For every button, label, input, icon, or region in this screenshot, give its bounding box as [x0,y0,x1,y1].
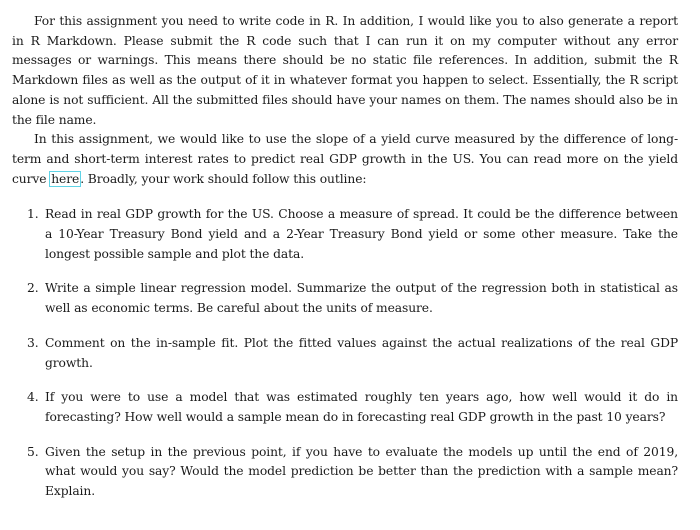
outline-item-text: If you were to use a model that was estimated roughly ten years ago, how well would it do in forecasting? How well would a sample mean do in forecasting real GDP growth in the past 10 years? [45,390,678,424]
context-paragraph-text: In this assignment, we would like to use the slope of a yield curve measured by the difference of long-term and short-term interest rates to predict real GDP growth in the US. You can read more on the yield curve [12,132,678,186]
intro-paragraph-text: For this assignment you need to write code in R. In addition, I would like you to also generate a report in R Markdown. Please submit the R code such that I can run it on my computer without any error messages or warnings. This means there should be no static file references. In addition, submit the R Markdown files as well as the output of it in whatever format you happen to select. Essentially, the R script alone is not sufficient. All the submitted files should have your names on them. The names should also be in the file name. [12,14,678,127]
yield-curve-link[interactable]: here [51,171,80,186]
context-paragraph [12,130,678,189]
outline-item-text: Comment on the in-sample fit. Plot the fitted values against the actual realizations of the real GDP growth. [45,335,678,370]
outline-item-text: Read in real GDP growth for the US. Choose a measure of spread. It could be the difference between a 10-Year Treasury Bond yield and a 2-Year Treasury Bond yield or some other measure. Take the longest possible sample and plot the data. [45,207,678,261]
outline-item-number: 3. [27,335,39,350]
context-paragraph-tail: . Broadly, your work should follow this outline: [80,171,367,186]
outline-item-1 [12,205,678,264]
outline-item-number: 4. [27,390,39,405]
outline-item-4 [12,388,678,427]
outline-item-3 [12,334,678,373]
outline-item-number: 5. [27,444,39,459]
outline-item-text: Given the setup in the previous point, if you have to evaluate the models up until the end of 2019, what would you say? Would the model prediction be better than the prediction with a sample mean? Explain. [45,444,678,499]
intro-paragraph [12,12,678,130]
outline-item-2 [12,279,678,318]
outline-item-text: Write a simple linear regression model. Summarize the output of the regression both in statistical as well as economic terms. Be careful about the units of measure. [45,281,678,316]
outline-item-5 [12,443,678,502]
outline-list [12,205,678,501]
outline-item-number: 1. [27,207,39,222]
outline-item-number: 2. [27,281,39,296]
